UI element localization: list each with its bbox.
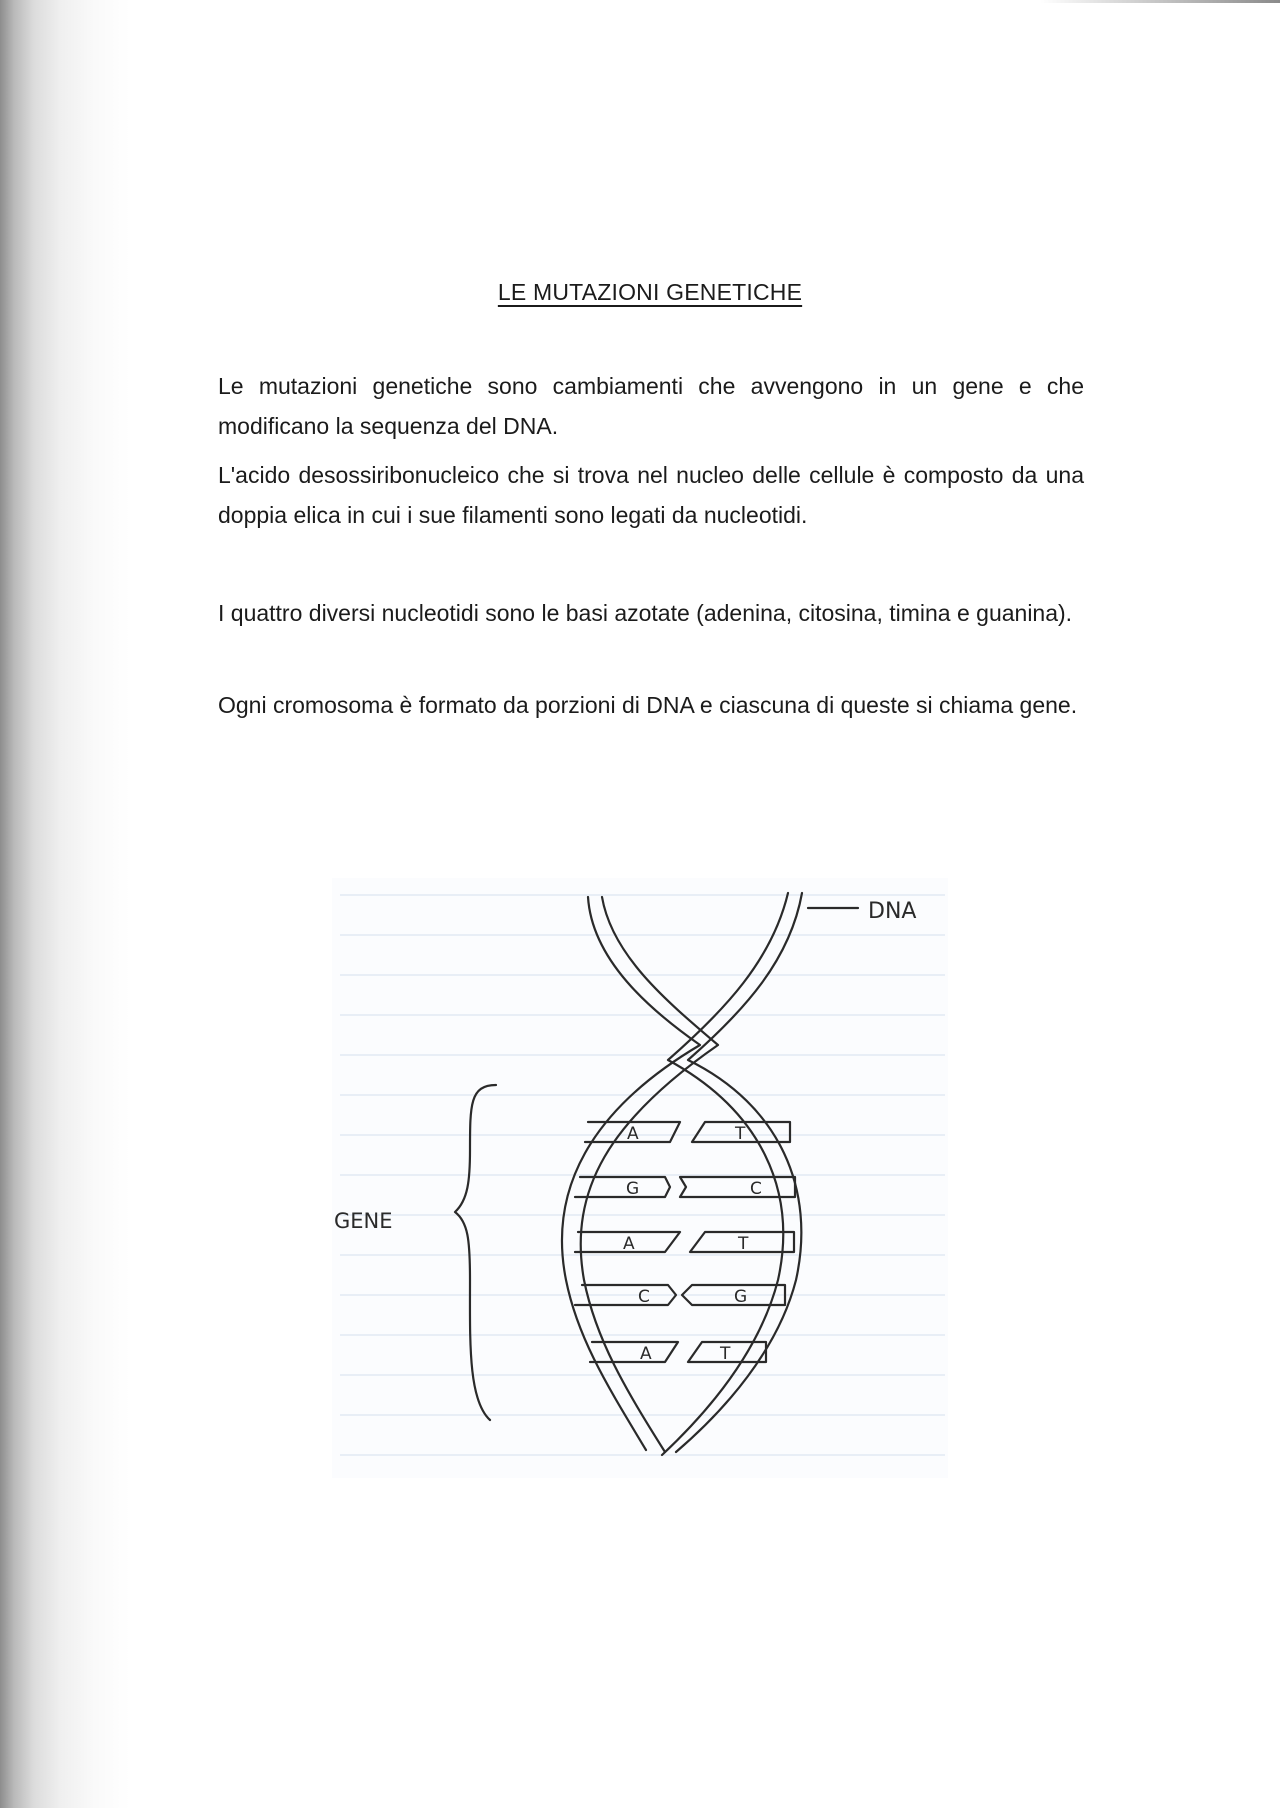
base-letter: T [720, 1344, 731, 1364]
paragraph-2: L'acido desossiribonucleico che si trova nel nucleo delle cellule è composto da una doppia elica in cui i sue filamenti sono legati da nucleotidi. [218, 462, 1084, 528]
base-letter: C [638, 1287, 650, 1307]
dna-diagram [320, 860, 970, 1490]
base-letter: G [734, 1287, 748, 1307]
base-letter: A [627, 1124, 639, 1144]
paragraph-4: Ogni cromosoma è formato da porzioni di DNA e ciascuna di queste si chiama gene. [218, 692, 1078, 718]
base-letter: G [626, 1179, 640, 1199]
page-title: LE MUTAZIONI GENETICHE [497, 279, 803, 305]
base-letter: A [640, 1344, 652, 1364]
dna-label: DNA [868, 899, 917, 924]
paragraph-3: I quattro diversi nucleotidi sono le basi azotate (adenina, citosina, timina e guanina). [218, 600, 1073, 626]
base-letter: T [738, 1234, 749, 1254]
base-letter: A [623, 1234, 635, 1254]
paragraph-1: Le mutazioni genetiche sono cambiamenti che avvengono in un gene e che modificano la sequenza del DNA. [218, 373, 1084, 439]
gene-label: GENE [334, 1209, 393, 1233]
base-letter: T [735, 1124, 746, 1144]
page-edge-shadow [1040, 0, 1280, 3]
base-letter: C [750, 1179, 762, 1199]
